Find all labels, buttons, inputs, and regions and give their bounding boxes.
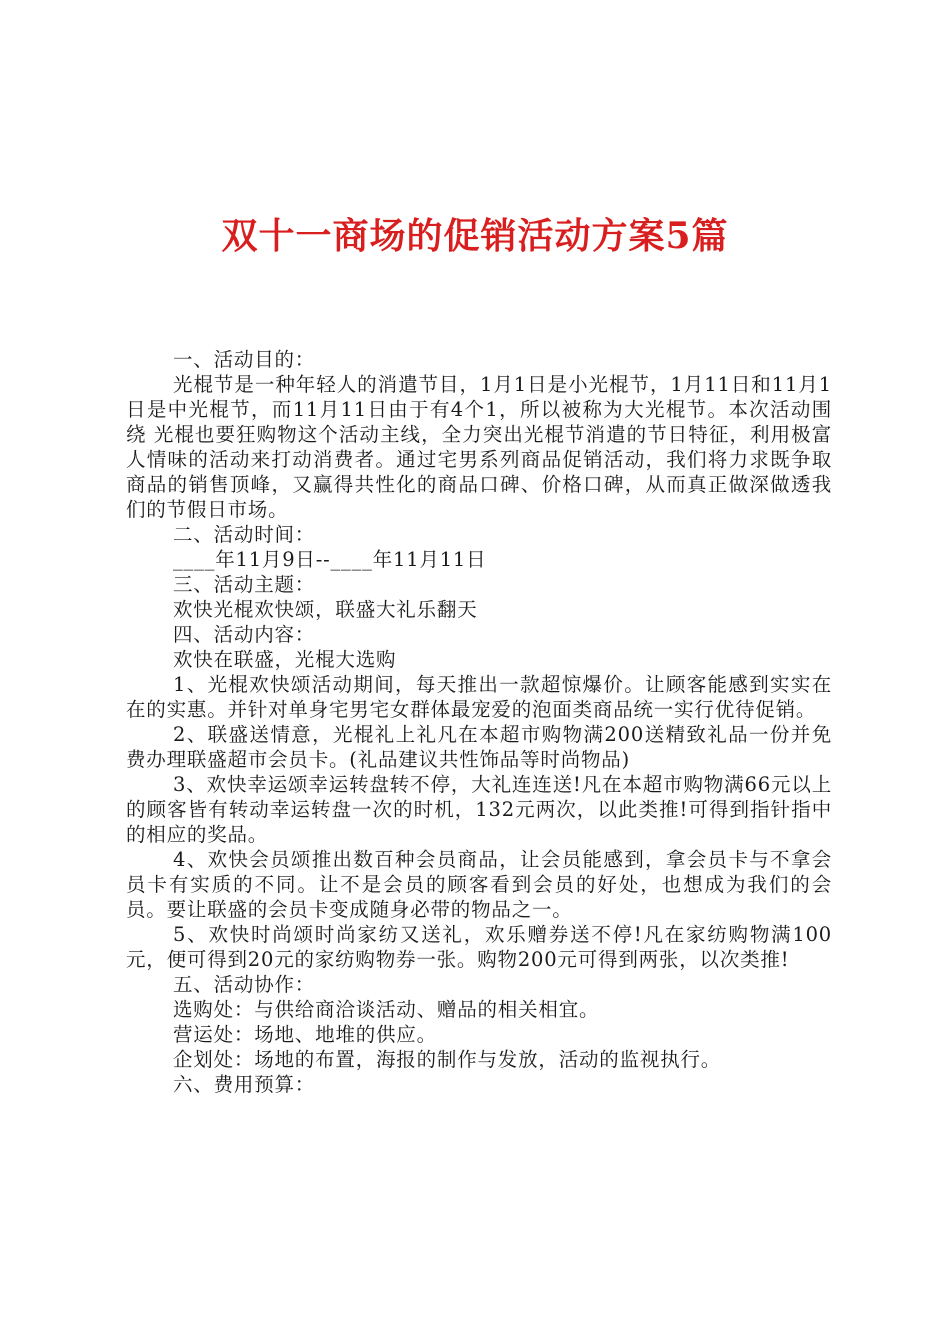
- section-heading-theme: 三、活动主题：: [173, 573, 316, 596]
- content-item-4: 4、欢快会员颂推出数百种会员商品，让会员能感到，拿会员卡与不拿会员卡有实质的不同。让不是会员的顾客看到会员的好处，也想成为我们的会员。要让联盛的会员卡变成随身必带的物品之一。: [126, 848, 832, 921]
- cooperation-operations: 营运处：场地、地堆的供应。: [173, 1023, 437, 1046]
- activity-theme: 欢快光棍欢快颂，联盛大礼乐翻天: [173, 598, 478, 621]
- content-subtitle: 欢快在联盛，光棍大选购: [173, 648, 397, 671]
- content-item-5: 5、欢快时尚颂时尚家纺又送礼，欢乐赠券送不停!凡在家纺购物满100元，便可得到20元的家纺购物券一张。购物200元可得到两张，以次类推!: [126, 923, 832, 971]
- section-heading-content: 四、活动内容：: [173, 623, 316, 646]
- content-item-1: 1、光棍欢快颂活动期间，每天推出一款超惊爆价。让顾客能感到实实在在的实惠。并针对单身宅男宅女群体最宠爱的泡面类商品统一实行优待促销。: [126, 673, 832, 721]
- paragraph-purpose: 光棍节是一种年轻人的消遣节目，1月1日是小光棍节，1月11日和11月1日是中光棍节，而11月11日由于有4个1，所以被称为大光棍节。本次活动围绕 光棍也要狂购物这个活动主线，全力突出光棍节消遣的节日特征，利用极富人情味的活动来打动消费者。通过宅男系列商品促销活动，我们将力求既争取商品的销售顶峰，又赢得共性化的商品口碑、价格口碑，从而真正做深做透我们的节假日市场。: [126, 373, 832, 521]
- content-item-3: 3、欢快幸运颂幸运转盘转不停，大礼连连送!凡在本超市购物满66元以上的顾客皆有转动幸运转盘一次的时机，132元两次，以此类推!可得到指针指中的相应的奖品。: [126, 773, 832, 846]
- cooperation-planning: 企划处：场地的布置，海报的制作与发放，活动的监视执行。: [173, 1048, 722, 1071]
- cooperation-purchasing: 选购处：与供给商洽谈活动、赠品的相关相宜。: [173, 998, 600, 1021]
- content-item-2: 2、联盛送情意，光棍礼上礼凡在本超市购物满200送精致礼品一份并免费办理联盛超市会员卡。(礼品建议共性饰品等时尚物品): [126, 723, 832, 771]
- section-heading-time: 二、活动时间：: [173, 523, 316, 546]
- document-title: 双十一商场的促销活动方案5篇: [221, 215, 729, 257]
- section-heading-cooperation: 五、活动协作：: [173, 973, 316, 996]
- section-heading-budget: 六、费用预算：: [173, 1073, 316, 1096]
- activity-date-range: ____年11月9日--____年11月11日: [173, 548, 487, 571]
- section-heading-purpose: 一、活动目的：: [173, 348, 316, 371]
- document-body: [126, 347, 832, 1097]
